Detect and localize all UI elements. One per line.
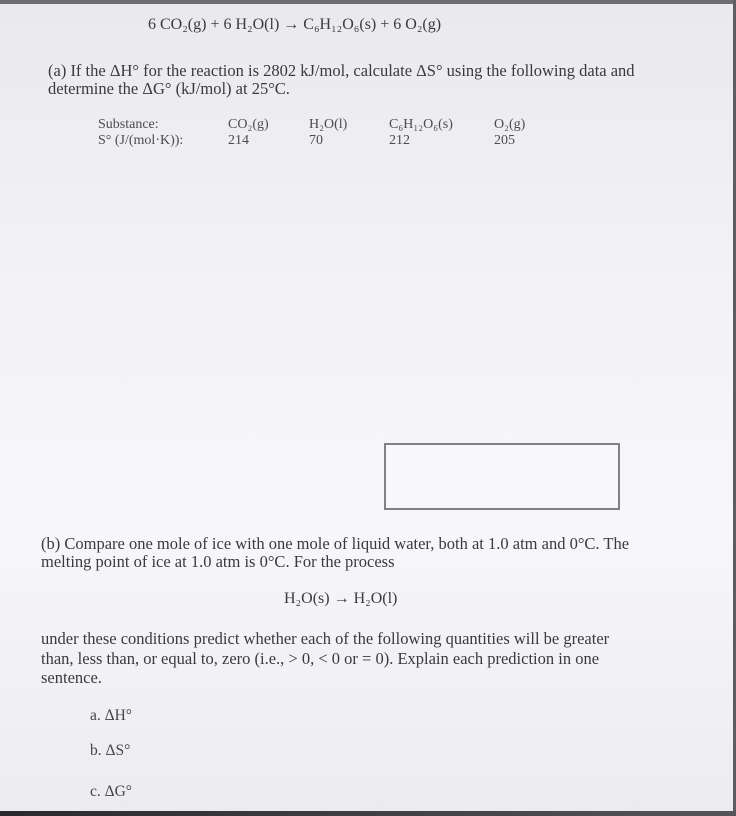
part-a-line-2: determine the ΔG° (kJ/mol) at 25°C. [48,79,290,98]
part-b-line-2: melting point of ice at 1.0 atm is 0°C. For the process [41,552,395,571]
entropy-value: 70 [309,133,323,148]
item-delta-s: b. ΔS° [90,742,131,759]
item-delta-g: c. ΔG° [90,783,132,800]
table-column-glucose [389,117,453,149]
substance-name: CO₂(g) [228,117,269,132]
item-delta-h: a. ΔH° [90,707,132,724]
substance-name: H₂O(l) [309,117,348,132]
part-a-line-1: (a) If the ΔH° for the reaction is 2802 kJ/mol, calculate ΔS° using the following data and [48,61,635,80]
table-column-h2o [309,117,347,149]
table-column-co2 [228,117,269,149]
top-edge [0,0,736,4]
row-label-entropy: S° (J/(mol·K)): [98,133,184,148]
entropy-value: 214 [228,133,249,148]
substance-name: O₂(g) [494,117,526,132]
part-b-line-5: sentence. [41,668,102,687]
entropy-value: 212 [389,133,410,148]
reaction-equation: 6 CO₂(g) + 6 H₂O(l) → C₆H₁₂O₆(s) + 6 O₂(g) [148,16,442,33]
entropy-table [98,117,183,149]
substance-name: C₆H₁₂O₆(s) [389,117,453,132]
row-label-substance: Substance: [98,117,159,132]
entropy-value: 205 [494,133,515,148]
bottom-edge [0,811,736,816]
process-equation: H₂O(s) → H₂O(l) [284,590,398,607]
answer-input-box[interactable] [384,443,620,510]
part-b-line-4: than, less than, or equal to, zero (i.e., > 0, < 0 or = 0). Explain each prediction in one [41,649,600,668]
table-column-o2 [494,117,525,149]
part-b-line-1: (b) Compare one mole of ice with one mole of liquid water, both at 1.0 atm and 0°C. The [41,534,630,553]
part-b-line-3: under these conditions predict whether each of the following quantities will be greater [41,629,610,648]
